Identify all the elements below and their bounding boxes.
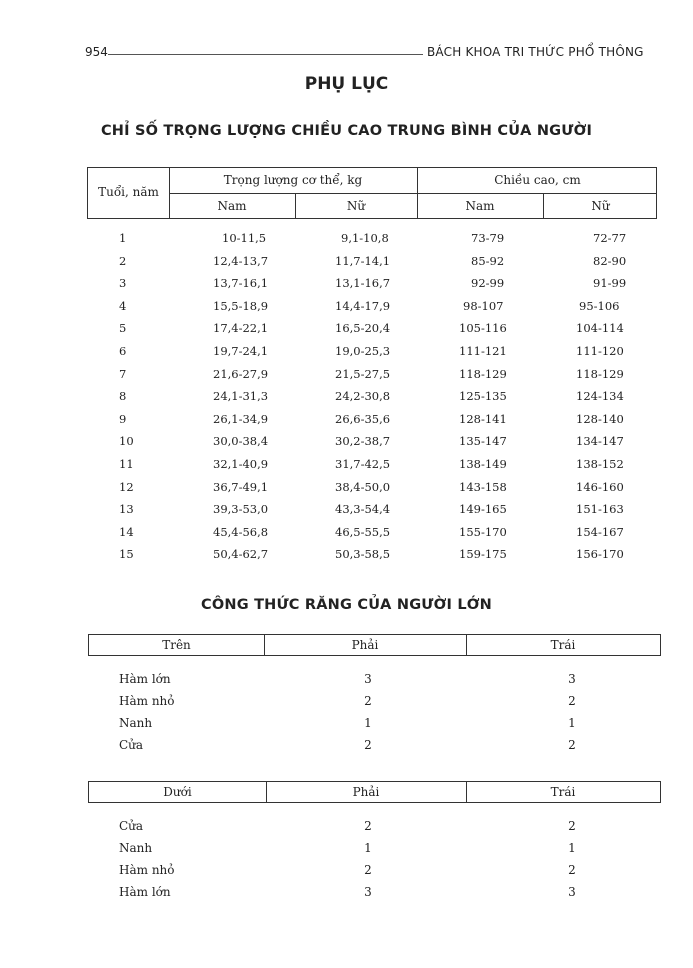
- cell-height-female: 118-129: [576, 366, 624, 381]
- cell-height-female: 111-120: [576, 343, 624, 358]
- tooth-name: Nanh: [119, 716, 153, 730]
- upper-teeth-header: [88, 634, 661, 656]
- table-row: [88, 692, 661, 714]
- table-row: [87, 318, 657, 341]
- tooth-name: Hàm lớn: [119, 885, 171, 899]
- tooth-name: Hàm nhỏ: [119, 694, 175, 708]
- cell-weight-male: 21,6-27,9: [213, 366, 269, 381]
- table-row: [87, 273, 657, 296]
- table-row: [87, 431, 657, 454]
- header-weight-female: Nữ: [346, 199, 366, 213]
- tooth-name: Hàm nhỏ: [119, 863, 175, 877]
- cell-age: 8: [119, 389, 127, 404]
- tooth-right-count: 3: [364, 885, 372, 899]
- cell-height-male: 128-141: [459, 411, 507, 426]
- header-height-female: Nữ: [591, 199, 610, 213]
- cell-age: 10: [119, 434, 134, 449]
- cell-weight-male: 45,4-56,8: [213, 524, 269, 539]
- cell-height-female: 134-147: [576, 434, 624, 449]
- cell-weight-female: 31,7-42,5: [335, 456, 391, 471]
- cell-weight-female: 14,4-17,9: [335, 298, 391, 313]
- cell-weight-female: 24,2-30,8: [335, 389, 391, 404]
- table-row: [87, 522, 657, 545]
- tooth-left-count: 2: [568, 738, 576, 752]
- cell-height-female: 156-170: [576, 547, 624, 562]
- header-height: Chiều cao, cm: [494, 173, 581, 187]
- cell-height-female: 138-152: [576, 456, 624, 471]
- table-row: [87, 341, 657, 364]
- cell-weight-male: 39,3-53,0: [213, 502, 269, 517]
- table-row: [87, 454, 657, 477]
- cell-weight-female: 30,2-38,7: [335, 434, 391, 449]
- header-lower: Dưới: [163, 785, 192, 799]
- header-age: Tuổi, năm: [98, 185, 159, 199]
- section-title: PHỤ LỤC: [304, 74, 389, 94]
- cell-height-female: 146-160: [576, 479, 624, 494]
- cell-age: 7: [119, 366, 127, 381]
- table2-title: CÔNG THỨC RĂNG CỦA NGƯỜI LỚN: [201, 597, 492, 613]
- tooth-left-count: 3: [568, 672, 576, 686]
- cell-weight-female: 50,3-58,5: [335, 547, 391, 562]
- table-row: [88, 714, 661, 736]
- table-row: [87, 409, 657, 432]
- cell-height-female: 82-90: [593, 253, 627, 268]
- cell-height-female: 154-167: [576, 524, 624, 539]
- table-row: [87, 386, 657, 409]
- tooth-left-count: 1: [568, 716, 576, 730]
- cell-height-male: 138-149: [459, 456, 507, 471]
- table-row: [88, 817, 661, 839]
- cell-weight-male: 24,1-31,3: [213, 389, 269, 404]
- cell-age: 15: [119, 547, 134, 562]
- cell-weight-female: 38,4-50,0: [335, 479, 391, 494]
- table-row: [87, 251, 657, 274]
- table-row: [87, 499, 657, 522]
- tooth-name: Cửa: [119, 738, 144, 752]
- page-number: 954: [85, 45, 108, 59]
- tooth-right-count: 3: [364, 672, 372, 686]
- table-row: [88, 839, 661, 861]
- cell-weight-male: 36,7-49,1: [213, 479, 269, 494]
- table-row: [87, 544, 657, 567]
- cell-height-male: 85-92: [471, 253, 505, 268]
- cell-weight-female: 26,6-35,6: [335, 411, 391, 426]
- table1-body: [87, 228, 657, 567]
- table-row: [87, 364, 657, 387]
- cell-age: 3: [119, 276, 127, 291]
- cell-weight-male: 30,0-38,4: [213, 434, 269, 449]
- tooth-left-count: 1: [568, 841, 576, 855]
- cell-age: 14: [119, 524, 134, 539]
- tooth-left-count: 2: [568, 863, 576, 877]
- cell-height-female: 95-106: [579, 298, 620, 313]
- table-row: [88, 736, 661, 758]
- tooth-left-count: 3: [568, 885, 576, 899]
- table-row: [88, 861, 661, 883]
- cell-height-male: 105-116: [459, 321, 507, 336]
- header-left: Trái: [550, 785, 576, 799]
- cell-age: 11: [119, 456, 134, 471]
- cell-height-male: 118-129: [459, 366, 507, 381]
- tooth-left-count: 2: [568, 819, 576, 833]
- header-right: Phải: [352, 785, 380, 799]
- cell-weight-male: 50,4-62,7: [213, 547, 269, 562]
- cell-weight-female: 46,5-55,5: [335, 524, 391, 539]
- table-row: [88, 883, 661, 905]
- table1-header: [87, 167, 657, 219]
- row-divider: [169, 193, 656, 194]
- table-row: [88, 670, 661, 692]
- header-rule: [108, 54, 423, 55]
- tooth-right-count: 1: [364, 841, 372, 855]
- cell-weight-female: 16,5-20,4: [335, 321, 391, 336]
- tooth-name: Hàm lớn: [119, 672, 171, 686]
- header-weight-male: Nam: [217, 199, 247, 213]
- cell-height-male: 149-165: [459, 502, 507, 517]
- tooth-name: Cửa: [119, 819, 144, 833]
- cell-height-male: 111-121: [459, 343, 507, 358]
- upper-teeth-rows: [88, 670, 661, 758]
- cell-weight-female: 13,1-16,7: [335, 276, 391, 291]
- cell-weight-male: 17,4-22,1: [213, 321, 269, 336]
- cell-height-male: 143-158: [459, 479, 507, 494]
- cell-height-male: 73-79: [471, 231, 505, 245]
- cell-height-male: 98-107: [463, 298, 504, 313]
- header-upper: Trên: [162, 638, 191, 652]
- cell-weight-male: 10-11,5: [222, 231, 267, 245]
- cell-weight-male: 12,4-13,7: [213, 253, 269, 268]
- cell-age: 1: [119, 231, 127, 245]
- tooth-right-count: 2: [364, 694, 372, 708]
- cell-weight-male: 26,1-34,9: [213, 411, 269, 426]
- running-title: BÁCH KHOA TRI THỨC PHỔ THÔNG: [427, 45, 644, 59]
- cell-height-female: 151-163: [576, 502, 624, 517]
- cell-age: 9: [119, 411, 127, 426]
- header-weight: Trọng lượng cơ thể, kg: [223, 173, 363, 187]
- cell-weight-female: 21,5-27,5: [335, 366, 391, 381]
- cell-weight-female: 11,7-14,1: [335, 253, 391, 268]
- cell-weight-female: 19,0-25,3: [335, 343, 391, 358]
- table1-title: CHỈ SỐ TRỌNG LƯỢNG CHIỀU CAO TRUNG BÌNH CỦA NGƯỜI: [100, 123, 593, 139]
- tooth-right-count: 2: [364, 819, 372, 833]
- cell-age: 12: [119, 479, 134, 494]
- cell-weight-female: 9,1-10,8: [341, 231, 389, 245]
- cell-height-female: 91-99: [593, 276, 627, 291]
- cell-age: 13: [119, 502, 134, 517]
- cell-height-male: 159-175: [459, 547, 507, 562]
- tooth-right-count: 1: [364, 716, 372, 730]
- cell-height-female: 128-140: [576, 411, 624, 426]
- header-height-male: Nam: [465, 199, 495, 213]
- table-row: [87, 477, 657, 500]
- cell-weight-male: 13,7-16,1: [213, 276, 269, 291]
- cell-height-male: 155-170: [459, 524, 507, 539]
- cell-weight-male: 32,1-40,9: [213, 456, 269, 471]
- cell-age: 2: [119, 253, 127, 268]
- cell-age: 6: [119, 343, 127, 358]
- cell-height-female: 72-77: [593, 231, 627, 245]
- cell-age: 4: [119, 298, 127, 313]
- table-row: [87, 228, 657, 251]
- lower-teeth-header: [88, 781, 661, 803]
- table-row: [87, 296, 657, 319]
- cell-height-male: 92-99: [471, 276, 505, 291]
- cell-height-male: 125-135: [459, 389, 507, 404]
- lower-teeth-rows: [88, 817, 661, 905]
- tooth-right-count: 2: [364, 738, 372, 752]
- cell-height-female: 124-134: [576, 389, 624, 404]
- header-right: Phải: [351, 638, 379, 652]
- header-left: Trái: [550, 638, 576, 652]
- cell-age: 5: [119, 321, 127, 336]
- tooth-name: Nanh: [119, 841, 153, 855]
- cell-weight-male: 19,7-24,1: [213, 343, 269, 358]
- cell-weight-male: 15,5-18,9: [213, 298, 269, 313]
- cell-height-male: 135-147: [459, 434, 507, 449]
- cell-weight-female: 43,3-54,4: [335, 502, 391, 517]
- tooth-left-count: 2: [568, 694, 576, 708]
- cell-height-female: 104-114: [576, 321, 624, 336]
- tooth-right-count: 2: [364, 863, 372, 877]
